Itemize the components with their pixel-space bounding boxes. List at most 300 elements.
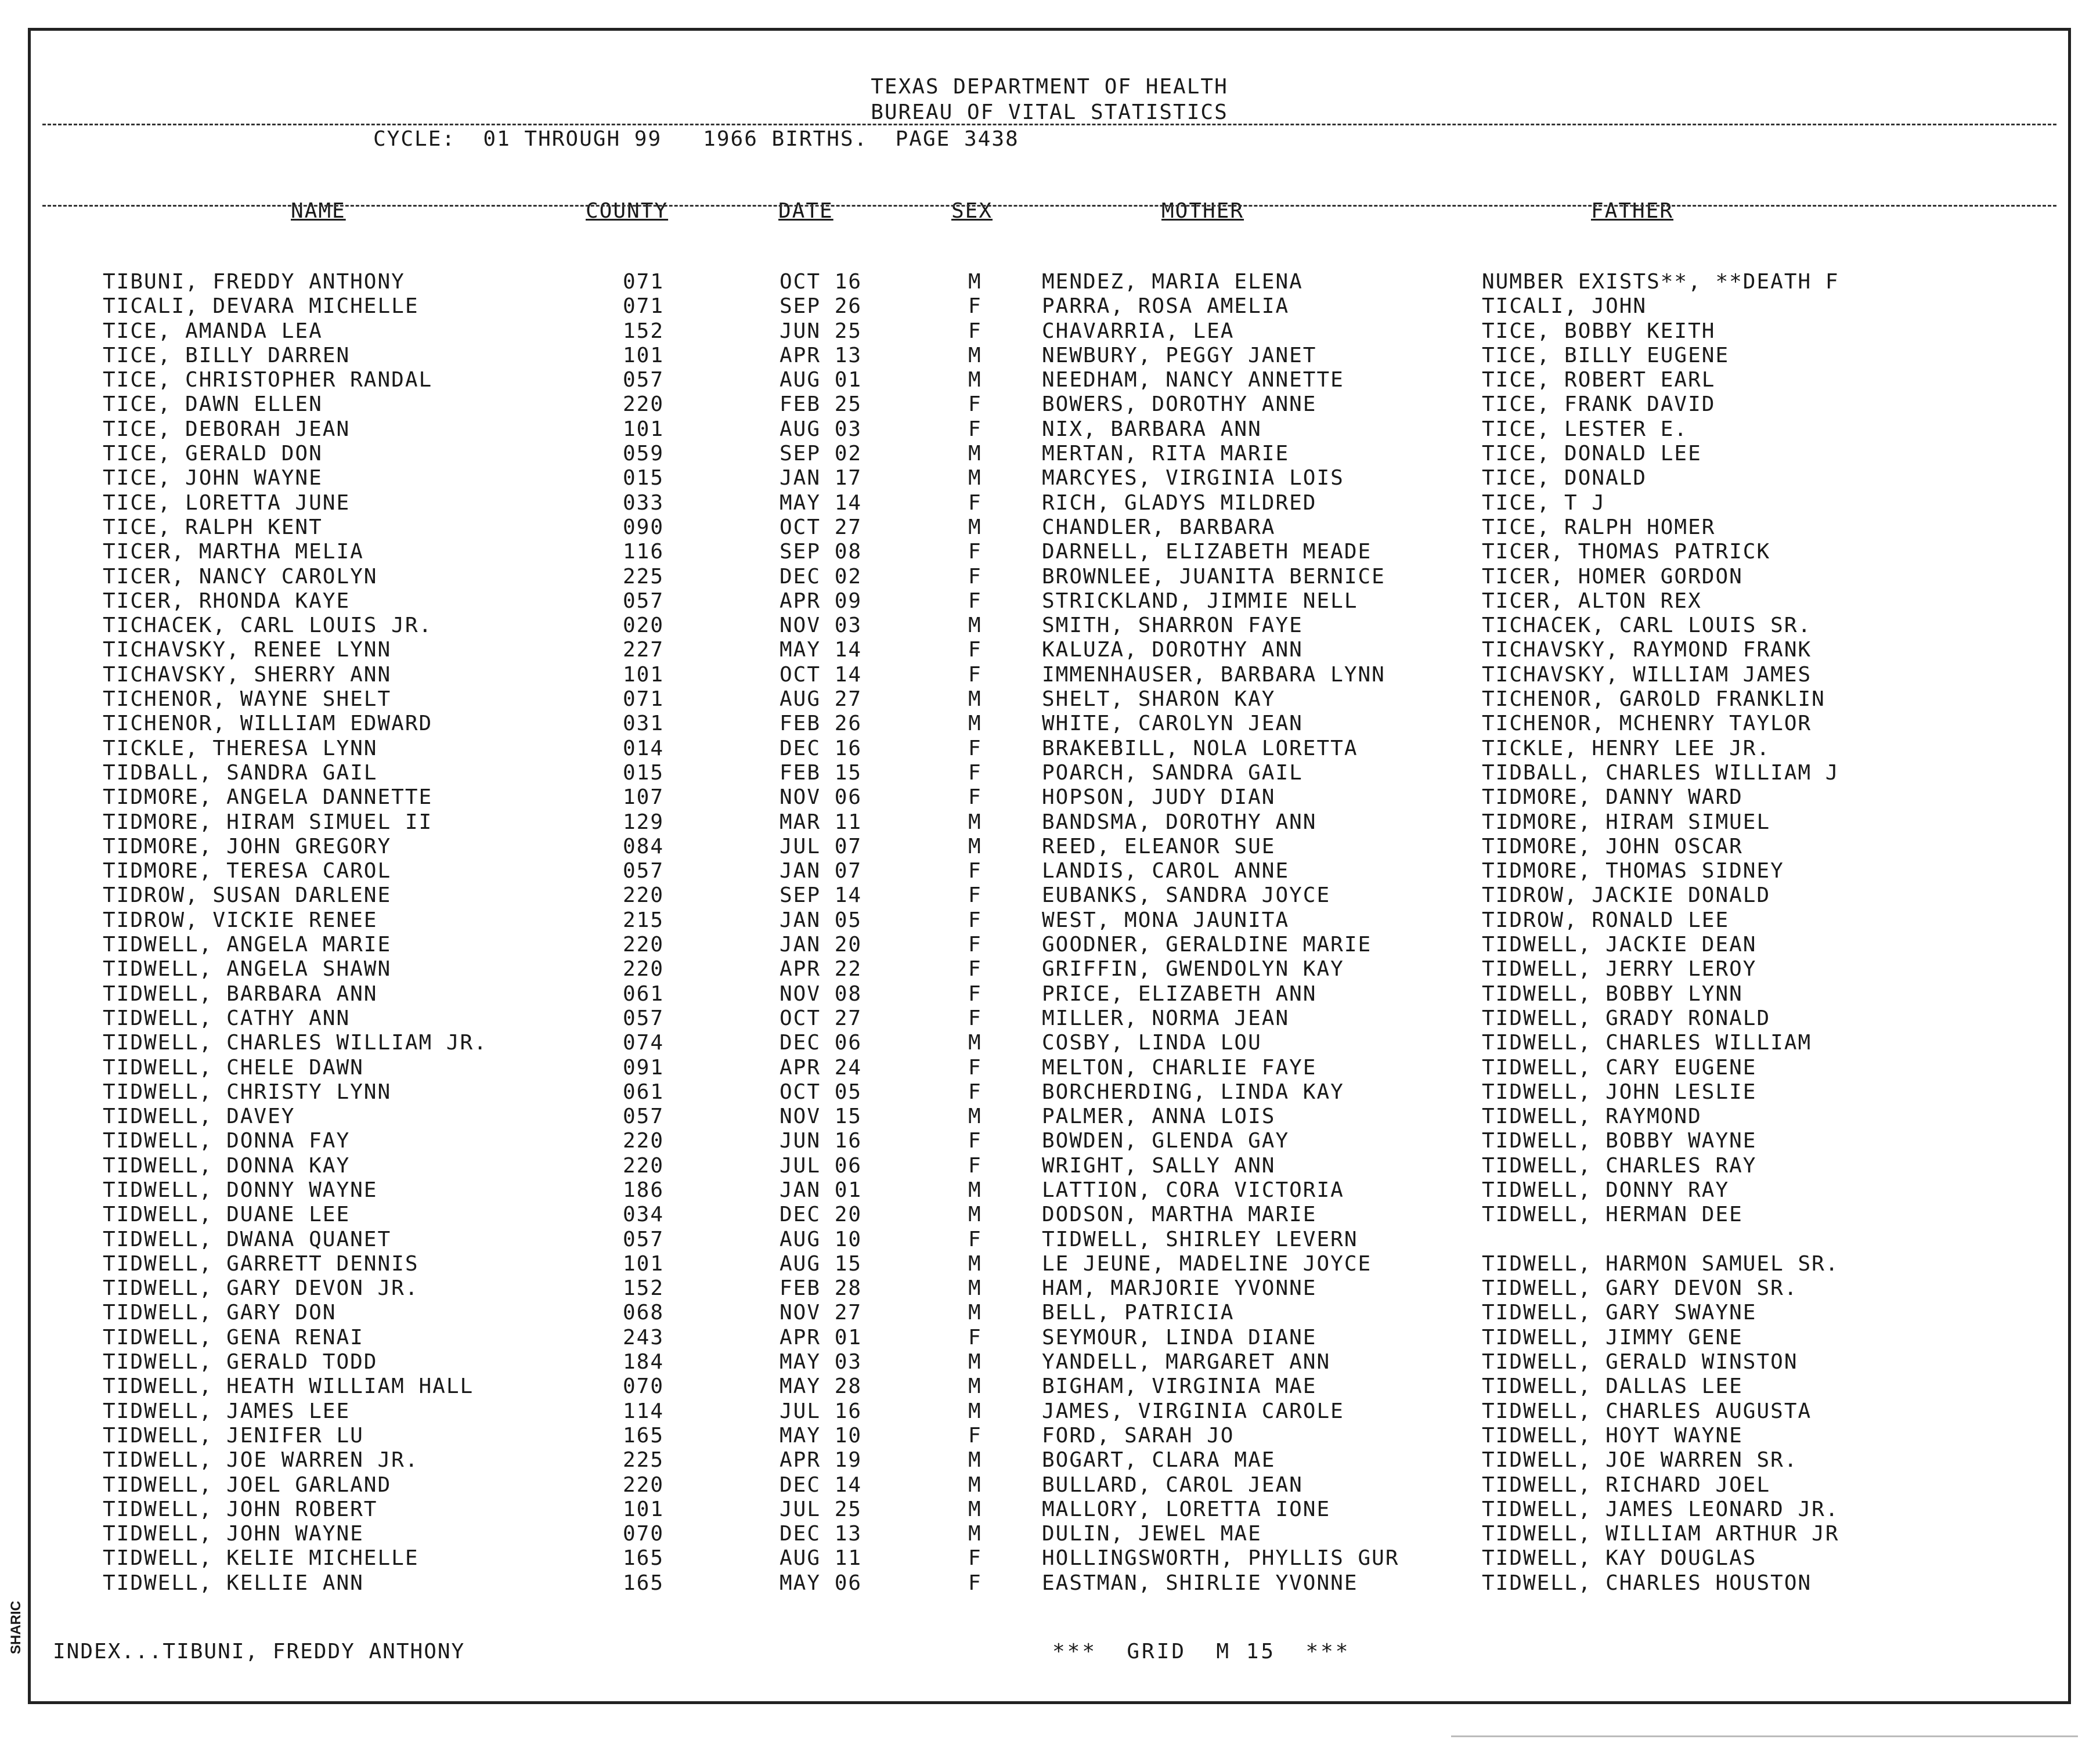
- record-county: 101: [623, 1497, 665, 1521]
- record-county: 071: [623, 687, 665, 712]
- record-name: TIDWELL, GENA RENAI: [103, 1325, 364, 1349]
- record-name: TIBUNI, FREDDY ANTHONY: [103, 270, 405, 294]
- record-row: [31, 810, 2068, 835]
- side-stamp: SHARIC: [8, 1600, 24, 1654]
- record-father: TIDWELL, JACKIE DEAN: [1482, 933, 1757, 957]
- record-mother: JAMES, VIRGINIA CAROLE: [1042, 1399, 1344, 1423]
- record-sex: M: [968, 834, 982, 858]
- column-header-father: FATHER: [1591, 199, 1674, 223]
- record-mother: YANDELL, MARGARET ANN: [1042, 1350, 1331, 1374]
- record-father: TICER, HOMER GORDON: [1482, 564, 1743, 589]
- record-father: TICE, BOBBY KEITH: [1482, 319, 1716, 343]
- record-father: TICE, DONALD LEE: [1482, 442, 1702, 466]
- record-date: SEP 14: [780, 883, 863, 908]
- record-row: [31, 1105, 2068, 1129]
- record-father: TIDWELL, CHARLES HOUSTON: [1482, 1571, 1812, 1595]
- column-header-county: COUNTY: [586, 199, 669, 223]
- record-row: [31, 687, 2068, 712]
- record-county: 015: [623, 760, 665, 785]
- record-sex: M: [968, 1301, 982, 1325]
- record-mother: SEYMOUR, LINDA DIANE: [1042, 1325, 1317, 1349]
- record-sex: F: [968, 957, 982, 981]
- record-county: 057: [623, 1105, 665, 1129]
- record-row: [31, 638, 2068, 662]
- agency-title: TEXAS DEPARTMENT OF HEALTH: [871, 75, 1228, 99]
- record-name: TIDWELL, GARRETT DENNIS: [103, 1251, 419, 1276]
- record-mother: KALUZA, DOROTHY ANN: [1042, 638, 1303, 662]
- record-county: 220: [623, 933, 665, 957]
- column-header-mother: MOTHER: [1161, 199, 1244, 223]
- record-county: 220: [623, 392, 665, 417]
- record-name: TICHENOR, WILLIAM EDWARD: [103, 712, 433, 736]
- record-county: 101: [623, 662, 665, 687]
- record-row: [31, 294, 2068, 319]
- record-mother: MALLORY, LORETTA IONE: [1042, 1497, 1331, 1521]
- record-sex: F: [968, 1055, 982, 1080]
- record-sex: M: [968, 1399, 982, 1423]
- record-date: DEC 06: [780, 1031, 863, 1055]
- record-mother: IMMENHAUSER, BARBARA LYNN: [1042, 662, 1385, 687]
- record-name: TIDWELL, JOHN WAYNE: [103, 1522, 364, 1546]
- record-row: [31, 515, 2068, 540]
- record-date: SEP 02: [780, 442, 863, 466]
- record-mother: GRIFFIN, GWENDOLYN KAY: [1042, 957, 1344, 981]
- record-name: TIDMORE, ANGELA DANNETTE: [103, 785, 433, 810]
- record-father: TIDWELL, JERRY LEROY: [1482, 957, 1757, 981]
- record-father: TICE, T J: [1482, 490, 1606, 515]
- column-header-sex: SEX: [951, 199, 993, 223]
- record-mother: MARCYES, VIRGINIA LOIS: [1042, 466, 1344, 490]
- record-father: TIDWELL, GARY SWAYNE: [1482, 1301, 1757, 1325]
- record-mother: BIGHAM, VIRGINIA MAE: [1042, 1374, 1317, 1399]
- record-mother: WEST, MONA JAUNITA: [1042, 908, 1290, 932]
- record-name: TICER, RHONDA KAYE: [103, 589, 351, 613]
- record-sex: M: [968, 343, 982, 367]
- record-sex: M: [968, 1350, 982, 1374]
- record-row: [31, 392, 2068, 417]
- record-date: AUG 03: [780, 417, 863, 441]
- record-county: 071: [623, 294, 665, 319]
- record-date: NOV 06: [780, 785, 863, 810]
- record-father: TIDWELL, JIMMY GENE: [1482, 1325, 1743, 1349]
- record-sex: F: [968, 908, 982, 932]
- record-date: JUN 25: [780, 319, 863, 343]
- record-father: TIDWELL, DONNY RAY: [1482, 1178, 1730, 1202]
- record-mother: BROWNLEE, JUANITA BERNICE: [1042, 564, 1385, 589]
- record-row: [31, 614, 2068, 638]
- bureau-title: BUREAU OF VITAL STATISTICS: [871, 100, 1228, 124]
- record-row: [31, 737, 2068, 761]
- record-row: [31, 982, 2068, 1006]
- record-name: TIDWELL, KELLIE ANN: [103, 1571, 364, 1595]
- record-mother: CHAVARRIA, LEA: [1042, 319, 1235, 343]
- record-county: 034: [623, 1203, 665, 1227]
- record-county: 186: [623, 1178, 665, 1202]
- record-row: [31, 1031, 2068, 1055]
- record-date: OCT 27: [780, 515, 863, 539]
- record-date: AUG 10: [780, 1227, 863, 1251]
- record-county: 033: [623, 490, 665, 515]
- record-father: TIDWELL, GERALD WINSTON: [1482, 1350, 1798, 1374]
- record-sex: M: [968, 614, 982, 638]
- record-father: TIDWELL, CARY EUGENE: [1482, 1055, 1757, 1080]
- record-father: TIDWELL, HOYT WAYNE: [1482, 1423, 1743, 1448]
- record-name: TIDBALL, SANDRA GAIL: [103, 760, 378, 785]
- record-sex: F: [968, 760, 982, 785]
- record-row: [31, 1228, 2068, 1252]
- record-father: TIDWELL, DALLAS LEE: [1482, 1374, 1743, 1399]
- record-name: TICHACEK, CARL LOUIS JR.: [103, 614, 433, 638]
- record-sex: M: [968, 1251, 982, 1276]
- record-county: 243: [623, 1325, 665, 1349]
- record-row: [31, 957, 2068, 981]
- record-county: 091: [623, 1055, 665, 1080]
- record-name: TIDWELL, BARBARA ANN: [103, 981, 378, 1006]
- record-row: [31, 1374, 2068, 1399]
- record-county: 101: [623, 343, 665, 367]
- record-sex: M: [968, 1374, 982, 1399]
- record-mother: LANDIS, CAROL ANNE: [1042, 859, 1290, 883]
- record-father: TICER, ALTON REX: [1482, 589, 1702, 613]
- record-county: 061: [623, 1080, 665, 1104]
- record-name: TIDWELL, ANGELA SHAWN: [103, 957, 392, 981]
- record-sex: M: [968, 270, 982, 294]
- record-father: TICER, THOMAS PATRICK: [1482, 540, 1771, 564]
- record-date: OCT 14: [780, 662, 863, 687]
- record-county: 057: [623, 368, 665, 392]
- record-sex: F: [968, 785, 982, 810]
- record-mother: MENDEZ, MARIA ELENA: [1042, 270, 1303, 294]
- record-county: 061: [623, 981, 665, 1006]
- record-father: TICHAVSKY, WILLIAM JAMES: [1482, 662, 1812, 687]
- record-row: [31, 565, 2068, 589]
- record-mother: MILLER, NORMA JEAN: [1042, 1006, 1290, 1030]
- record-row: [31, 1571, 2068, 1596]
- record-row: [31, 1129, 2068, 1153]
- record-row: [31, 417, 2068, 442]
- record-father: TIDWELL, JAMES LEONARD JR.: [1482, 1497, 1839, 1521]
- record-county: 184: [623, 1350, 665, 1374]
- record-county: 071: [623, 270, 665, 294]
- record-name: TICKLE, THERESA LYNN: [103, 736, 378, 760]
- record-father: TIDMORE, THOMAS SIDNEY: [1482, 859, 1784, 883]
- record-sex: F: [968, 1227, 982, 1251]
- record-name: TIDMORE, JOHN GREGORY: [103, 834, 392, 858]
- record-mother: POARCH, SANDRA GAIL: [1042, 760, 1303, 785]
- record-date: MAY 06: [780, 1571, 863, 1595]
- record-father: TIDROW, RONALD LEE: [1482, 908, 1730, 932]
- record-name: TIDWELL, KELIE MICHELLE: [103, 1546, 419, 1571]
- record-row: [31, 663, 2068, 687]
- record-father: TIDWELL, RAYMOND: [1482, 1105, 1702, 1129]
- record-sex: F: [968, 392, 982, 417]
- record-name: TIDWELL, DAVEY: [103, 1105, 295, 1129]
- record-mother: BOGART, CLARA MAE: [1042, 1448, 1276, 1473]
- record-name: TICHENOR, WAYNE SHELT: [103, 687, 392, 712]
- record-mother: BORCHERDING, LINDA KAY: [1042, 1080, 1344, 1104]
- record-father: TICKLE, HENRY LEE JR.: [1482, 736, 1771, 760]
- records-list: [31, 270, 2068, 1596]
- record-county: 225: [623, 564, 665, 589]
- record-date: FEB 28: [780, 1276, 863, 1301]
- record-father: TICHENOR, MCHENRY TAYLOR: [1482, 712, 1812, 736]
- record-name: TICE, CHRISTOPHER RANDAL: [103, 368, 433, 392]
- record-date: DEC 16: [780, 736, 863, 760]
- record-sex: F: [968, 933, 982, 957]
- record-date: OCT 05: [780, 1080, 863, 1104]
- record-row: [31, 835, 2068, 859]
- record-mother: GOODNER, GERALDINE MARIE: [1042, 933, 1372, 957]
- document-frame: [28, 28, 2071, 1704]
- record-county: 020: [623, 614, 665, 638]
- record-row: [31, 1350, 2068, 1374]
- record-row: [31, 1326, 2068, 1350]
- record-father: TICE, LESTER E.: [1482, 417, 1688, 441]
- record-name: TIDWELL, CHRISTY LYNN: [103, 1080, 392, 1104]
- record-name: TIDWELL, GARY DON: [103, 1301, 337, 1325]
- record-father: TICHACEK, CARL LOUIS SR.: [1482, 614, 1812, 638]
- record-sex: F: [968, 981, 982, 1006]
- record-row: [31, 589, 2068, 614]
- record-date: JAN 01: [780, 1178, 863, 1202]
- record-mother: EUBANKS, SANDRA JOYCE: [1042, 883, 1331, 908]
- record-name: TICHAVSKY, SHERRY ANN: [103, 662, 392, 687]
- record-sex: F: [968, 736, 982, 760]
- record-father: TIDWELL, CHARLES WILLIAM: [1482, 1031, 1812, 1055]
- record-mother: DODSON, MARTHA MARIE: [1042, 1203, 1317, 1227]
- record-row: [31, 1006, 2068, 1031]
- record-sex: F: [968, 589, 982, 613]
- record-sex: F: [968, 1571, 982, 1595]
- record-name: TIDWELL, DUANE LEE: [103, 1203, 351, 1227]
- record-sex: M: [968, 1497, 982, 1521]
- record-date: OCT 16: [780, 270, 863, 294]
- record-date: MAY 14: [780, 638, 863, 662]
- record-name: TICE, BILLY DARREN: [103, 343, 351, 367]
- record-date: FEB 25: [780, 392, 863, 417]
- record-name: TIDROW, VICKIE RENEE: [103, 908, 378, 932]
- record-sex: F: [968, 883, 982, 908]
- record-county: 031: [623, 712, 665, 736]
- record-father: TIDWELL, BOBBY WAYNE: [1482, 1129, 1757, 1153]
- record-name: TICE, JOHN WAYNE: [103, 466, 323, 490]
- record-name: TIDWELL, CHELE DAWN: [103, 1055, 364, 1080]
- record-date: DEC 14: [780, 1473, 863, 1497]
- record-county: 114: [623, 1399, 665, 1423]
- record-name: TIDMORE, HIRAM SIMUEL II: [103, 810, 433, 834]
- record-name: TIDROW, SUSAN DARLENE: [103, 883, 392, 908]
- record-county: 225: [623, 1448, 665, 1473]
- record-name: TICE, AMANDA LEA: [103, 319, 323, 343]
- record-name: TIDWELL, JENIFER LU: [103, 1423, 364, 1448]
- record-father: TIDWELL, GRADY RONALD: [1482, 1006, 1771, 1030]
- record-date: APR 13: [780, 343, 863, 367]
- record-date: APR 01: [780, 1325, 863, 1349]
- record-father: TICE, ROBERT EARL: [1482, 368, 1716, 392]
- record-name: TIDWELL, DONNY WAYNE: [103, 1178, 378, 1202]
- record-date: JAN 20: [780, 933, 863, 957]
- record-county: 220: [623, 883, 665, 908]
- record-row: [31, 785, 2068, 810]
- record-name: TIDWELL, CHARLES WILLIAM JR.: [103, 1031, 488, 1055]
- record-row: [31, 1448, 2068, 1473]
- record-mother: PALMER, ANNA LOIS: [1042, 1105, 1276, 1129]
- record-father: TIDWELL, HERMAN DEE: [1482, 1203, 1743, 1227]
- record-date: APR 24: [780, 1055, 863, 1080]
- record-name: TICE, DEBORAH JEAN: [103, 417, 351, 441]
- record-row: [31, 1276, 2068, 1301]
- record-sex: F: [968, 638, 982, 662]
- record-sex: M: [968, 1203, 982, 1227]
- record-county: 107: [623, 785, 665, 810]
- footer-index: INDEX...TIBUNI, FREDDY ANTHONY: [53, 1640, 466, 1663]
- record-father: TIDWELL, JOE WARREN SR.: [1482, 1448, 1798, 1473]
- record-father: TICE, RALPH HOMER: [1482, 515, 1716, 539]
- record-father: TIDWELL, JOHN LESLIE: [1482, 1080, 1757, 1104]
- record-date: AUG 15: [780, 1251, 863, 1276]
- record-county: 070: [623, 1522, 665, 1546]
- record-sex: M: [968, 712, 982, 736]
- record-father: TIDWELL, HARMON SAMUEL SR.: [1482, 1251, 1839, 1276]
- record-sex: M: [968, 515, 982, 539]
- record-name: TIDWELL, CATHY ANN: [103, 1006, 351, 1030]
- cycle-line: CYCLE: 01 THROUGH 99 1966 BIRTHS. PAGE 3438: [373, 127, 1019, 151]
- record-county: 084: [623, 834, 665, 858]
- record-date: APR 22: [780, 957, 863, 981]
- record-county: 215: [623, 908, 665, 932]
- record-date: JUL 25: [780, 1497, 863, 1521]
- record-county: 152: [623, 1276, 665, 1301]
- record-row: [31, 1252, 2068, 1276]
- record-mother: STRICKLAND, JIMMIE NELL: [1042, 589, 1358, 613]
- record-row: [31, 1154, 2068, 1178]
- record-mother: REED, ELEANOR SUE: [1042, 834, 1276, 858]
- record-name: TIDWELL, JOHN ROBERT: [103, 1497, 378, 1521]
- record-name: TICER, NANCY CAROLYN: [103, 564, 378, 589]
- record-date: MAY 14: [780, 490, 863, 515]
- record-mother: BOWDEN, GLENDA GAY: [1042, 1129, 1290, 1153]
- record-county: 059: [623, 442, 665, 466]
- record-mother: LE JEUNE, MADELINE JOYCE: [1042, 1251, 1372, 1276]
- record-mother: PARRA, ROSA AMELIA: [1042, 294, 1290, 319]
- record-name: TIDWELL, JOE WARREN JR.: [103, 1448, 419, 1473]
- record-row: [31, 712, 2068, 736]
- record-row: [31, 319, 2068, 344]
- record-date: JUL 06: [780, 1153, 863, 1178]
- record-sex: M: [968, 1178, 982, 1202]
- record-county: 220: [623, 1153, 665, 1178]
- record-county: 165: [623, 1571, 665, 1595]
- record-sex: M: [968, 1473, 982, 1497]
- record-mother: NEWBURY, PEGGY JANET: [1042, 343, 1317, 367]
- record-sex: F: [968, 564, 982, 589]
- record-mother: PRICE, ELIZABETH ANN: [1042, 981, 1317, 1006]
- record-father: NUMBER EXISTS**, **DEATH F: [1482, 270, 1839, 294]
- record-sex: M: [968, 810, 982, 834]
- record-date: AUG 11: [780, 1546, 863, 1571]
- record-sex: F: [968, 1129, 982, 1153]
- record-date: FEB 26: [780, 712, 863, 736]
- record-sex: F: [968, 490, 982, 515]
- record-father: TICALI, JOHN: [1482, 294, 1647, 319]
- record-date: DEC 02: [780, 564, 863, 589]
- record-name: TIDWELL, JAMES LEE: [103, 1399, 351, 1423]
- record-father: TIDWELL, GARY DEVON SR.: [1482, 1276, 1798, 1301]
- record-father: TIDWELL, KAY DOUGLAS: [1482, 1546, 1757, 1571]
- record-mother: NEEDHAM, NANCY ANNETTE: [1042, 368, 1344, 392]
- record-name: TIDWELL, DONNA FAY: [103, 1129, 351, 1153]
- record-row: [31, 1424, 2068, 1448]
- record-row: [31, 442, 2068, 466]
- record-sex: M: [968, 1105, 982, 1129]
- record-date: NOV 08: [780, 981, 863, 1006]
- record-row: [31, 1203, 2068, 1227]
- record-mother: COSBY, LINDA LOU: [1042, 1031, 1262, 1055]
- record-date: MAR 11: [780, 810, 863, 834]
- record-mother: NIX, BARBARA ANN: [1042, 417, 1262, 441]
- record-county: 152: [623, 319, 665, 343]
- record-county: 129: [623, 810, 665, 834]
- record-county: 227: [623, 638, 665, 662]
- record-father: TIDWELL, CHARLES RAY: [1482, 1153, 1757, 1178]
- record-county: 068: [623, 1301, 665, 1325]
- record-mother: SHELT, SHARON KAY: [1042, 687, 1276, 712]
- record-sex: M: [968, 1031, 982, 1055]
- column-header-date: DATE: [778, 199, 833, 223]
- record-name: TICE, LORETTA JUNE: [103, 490, 351, 515]
- record-mother: BANDSMA, DOROTHY ANN: [1042, 810, 1317, 834]
- record-date: JAN 07: [780, 859, 863, 883]
- record-county: 057: [623, 1006, 665, 1030]
- record-row: [31, 859, 2068, 883]
- record-county: 074: [623, 1031, 665, 1055]
- record-mother: MERTAN, RITA MARIE: [1042, 442, 1290, 466]
- record-father: TICHAVSKY, RAYMOND FRANK: [1482, 638, 1812, 662]
- record-county: 101: [623, 417, 665, 441]
- record-row: [31, 344, 2068, 368]
- record-father: TIDROW, JACKIE DONALD: [1482, 883, 1771, 908]
- record-mother: MELTON, CHARLIE FAYE: [1042, 1055, 1317, 1080]
- record-sex: F: [968, 319, 982, 343]
- record-sex: M: [968, 1276, 982, 1301]
- record-county: 057: [623, 1227, 665, 1251]
- record-father: TICHENOR, GAROLD FRANKLIN: [1482, 687, 1825, 712]
- record-father: TIDMORE, HIRAM SIMUEL: [1482, 810, 1771, 834]
- record-sex: M: [968, 368, 982, 392]
- record-county: 057: [623, 859, 665, 883]
- record-name: TICE, GERALD DON: [103, 442, 323, 466]
- record-row: [31, 466, 2068, 490]
- record-county: 090: [623, 515, 665, 539]
- record-name: TIDWELL, JOEL GARLAND: [103, 1473, 392, 1497]
- record-county: 014: [623, 736, 665, 760]
- record-mother: FORD, SARAH JO: [1042, 1423, 1235, 1448]
- record-row: [31, 1178, 2068, 1203]
- record-row: [31, 368, 2068, 392]
- record-row: [31, 933, 2068, 957]
- record-father: TIDMORE, JOHN OSCAR: [1482, 834, 1743, 858]
- record-father: TIDWELL, CHARLES AUGUSTA: [1482, 1399, 1812, 1423]
- record-father: TIDWELL, WILLIAM ARTHUR JR: [1482, 1522, 1839, 1546]
- record-county: 220: [623, 1129, 665, 1153]
- column-header-name: NAME: [291, 199, 346, 223]
- record-mother: TIDWELL, SHIRLEY LEVERN: [1042, 1227, 1358, 1251]
- record-sex: F: [968, 1325, 982, 1349]
- record-county: 057: [623, 589, 665, 613]
- record-date: OCT 27: [780, 1006, 863, 1030]
- record-county: 220: [623, 1473, 665, 1497]
- record-sex: M: [968, 442, 982, 466]
